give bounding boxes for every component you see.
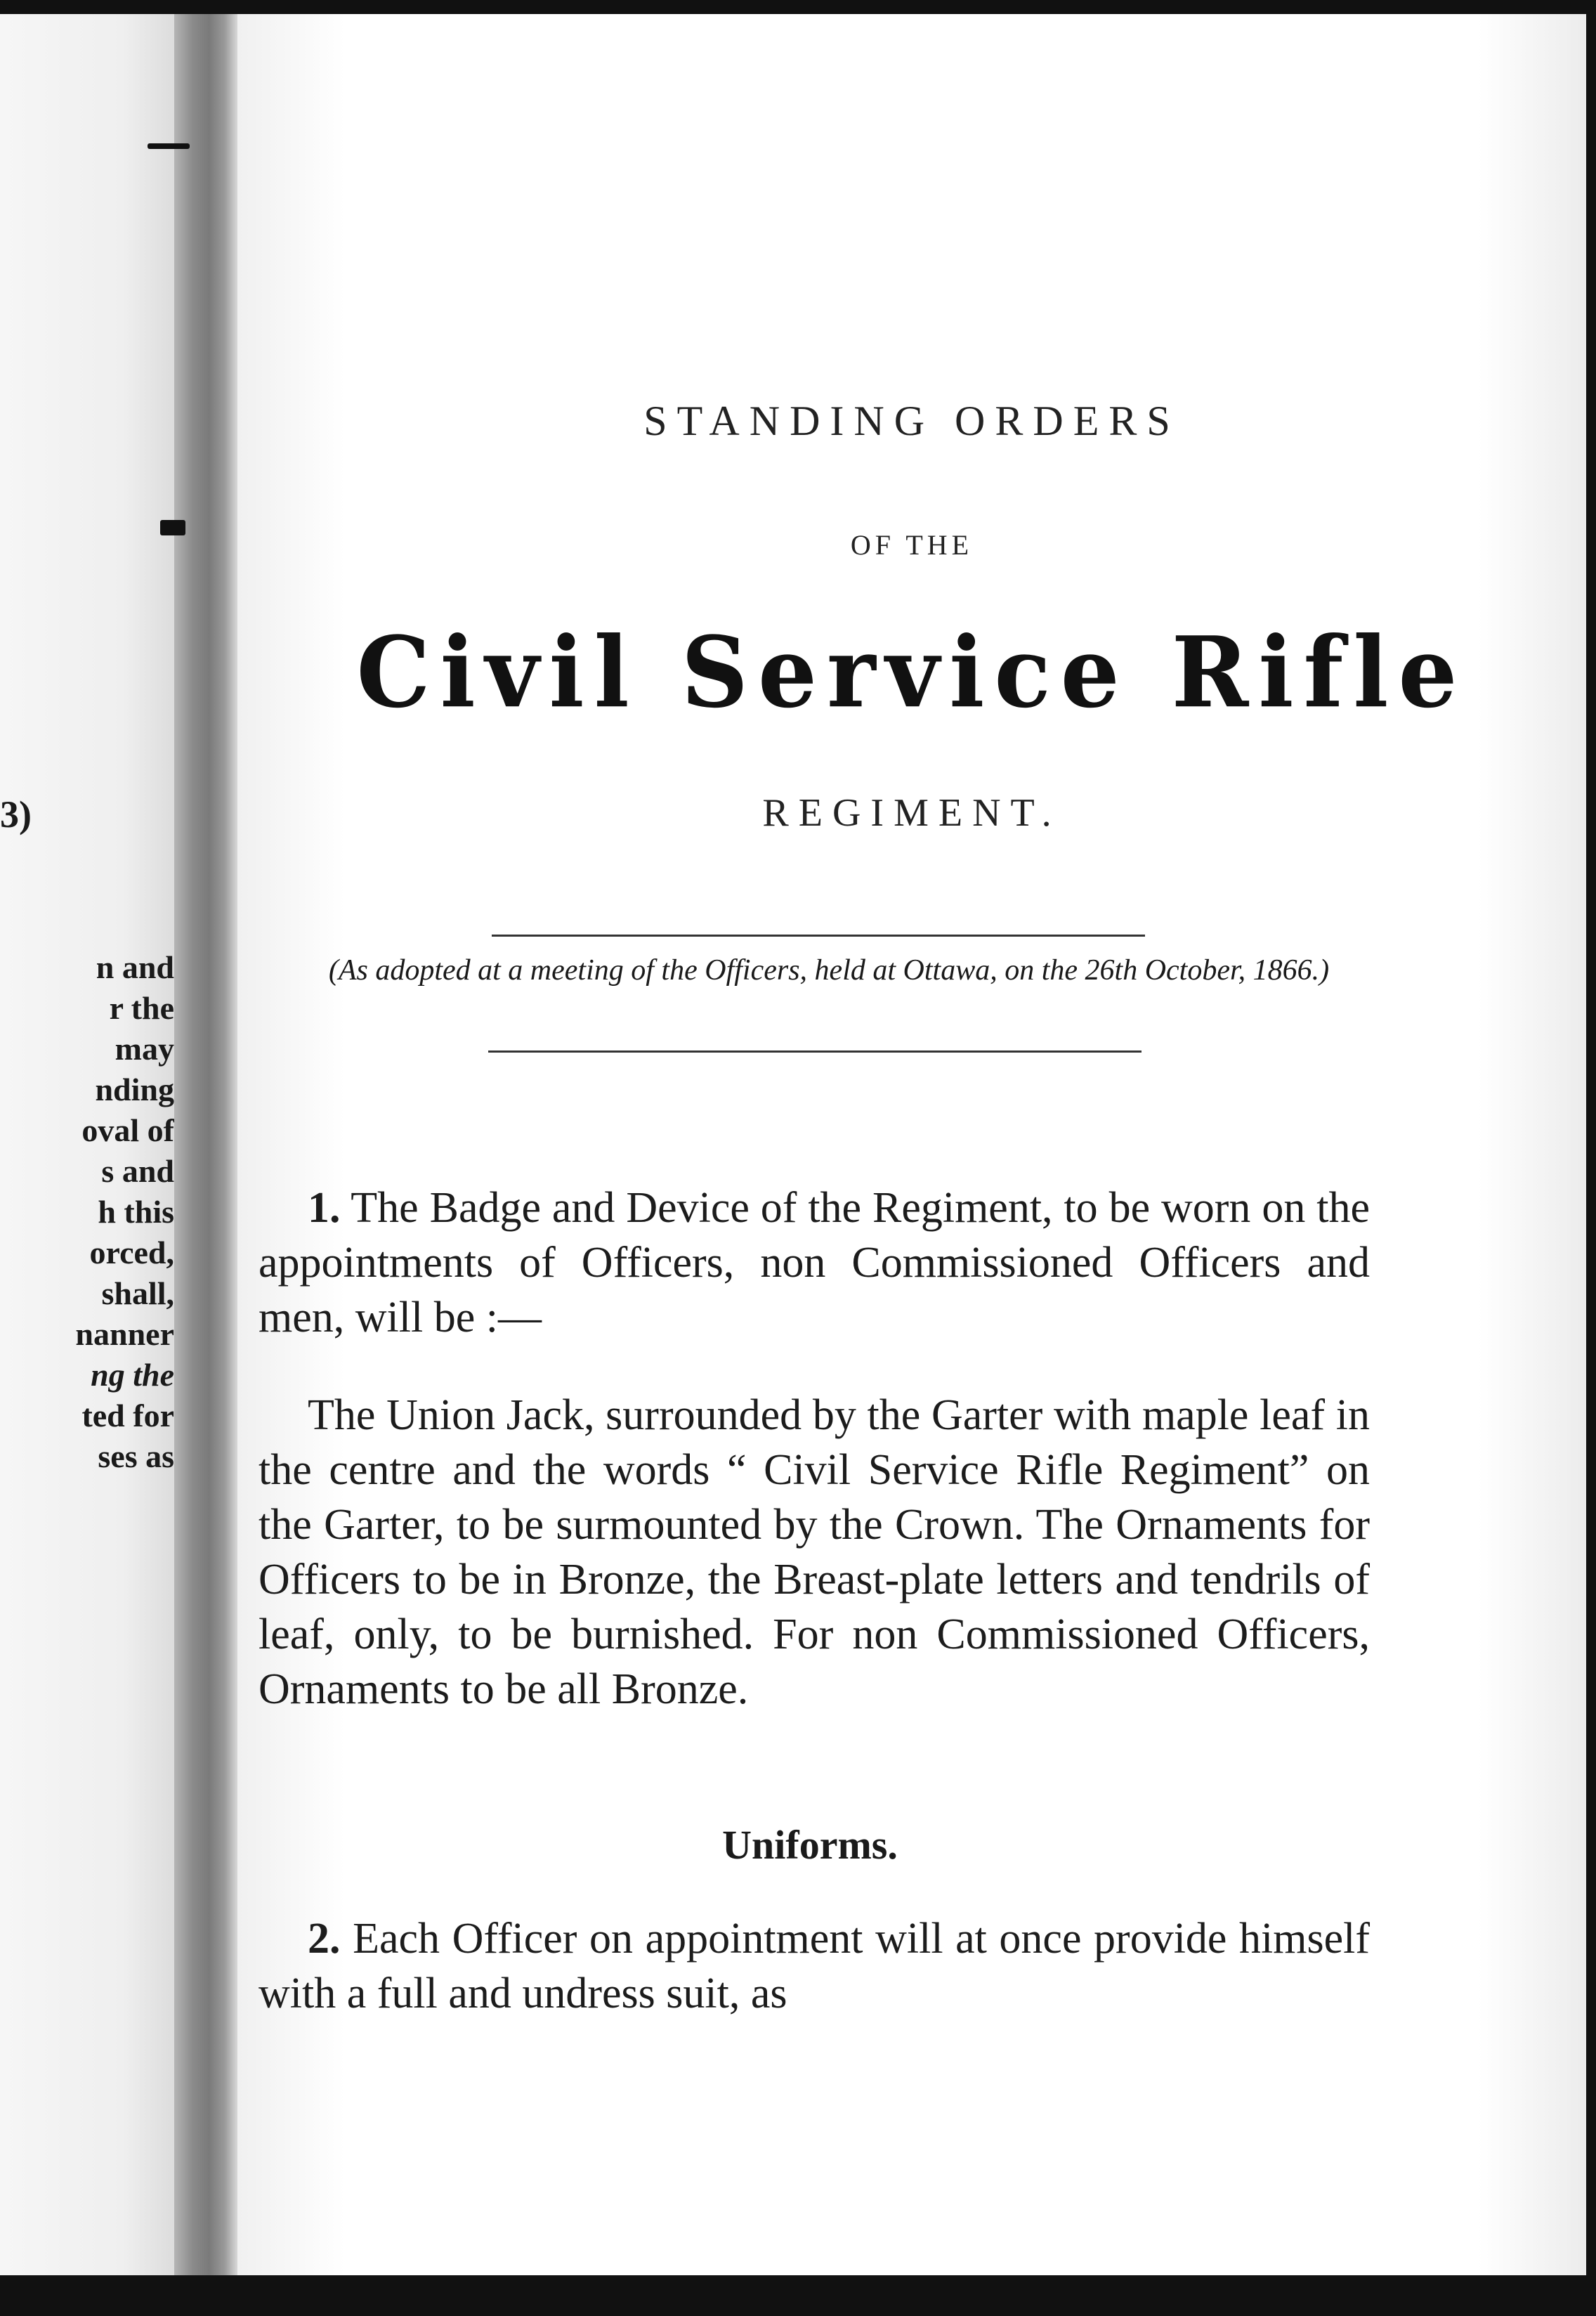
- scan-border-bottom: [0, 2275, 1596, 2316]
- left-page-line: r the: [109, 990, 174, 1026]
- left-page-number: 3): [0, 793, 32, 835]
- left-page-line: ses as: [98, 1438, 174, 1474]
- scan-border-right: [1586, 0, 1596, 2316]
- left-page-line: shall,: [101, 1275, 174, 1311]
- left-page-line: h this: [98, 1194, 174, 1230]
- scan-border-top: [0, 0, 1596, 14]
- subtitle: (As adopted at a meeting of the Officers, held at Ottawa, on the 26th October, 1866.): [328, 954, 1330, 987]
- paragraph-text: The Badge and Device of the Regiment, to be worn on the appointments of Officers, non Commissioned Officers and men, will be :—: [259, 1184, 1370, 1341]
- paragraph-number: 1.: [308, 1184, 341, 1232]
- left-page-line: n and: [96, 949, 174, 985]
- paragraph-badge-description: The Union Jack, surrounded by the Garter with maple leaf in the centre and the words “ Civil Service Rifle Regiment” on the Garter, to be surmounted by the Crown. The Ornaments for Officers to be in Bronze, the Breast-plate letters and tendrils of leaf, only, to be burnished. For non Commissioned Officers, Ornaments to be all Bronze.: [259, 1391, 1370, 1713]
- left-page-line: orced,: [89, 1235, 174, 1270]
- left-facing-page: [0, 14, 176, 2275]
- title-civil-service-rifle: Civil Service Rifle: [356, 616, 1467, 730]
- title-regiment: REGIMENT.: [762, 791, 1061, 835]
- left-page-line: oval of: [81, 1112, 174, 1148]
- divider-top: [492, 935, 1145, 937]
- left-page-line: may: [115, 1031, 174, 1067]
- paragraph-2: [259, 1911, 1370, 2021]
- left-page-line: ng the: [91, 1357, 174, 1393]
- paragraph-text: Each Officer on appointment will at once provide himself with a full and undress suit, as: [259, 1915, 1370, 2017]
- paragraph-number: 2.: [308, 1915, 341, 1963]
- book-gutter: [174, 14, 237, 2275]
- divider-bottom: [488, 1050, 1142, 1053]
- paragraph-1: [259, 1180, 1370, 1345]
- title-standing-orders: STANDING ORDERS: [643, 398, 1180, 444]
- ink-mark: [148, 143, 190, 149]
- left-page-line: nding: [95, 1072, 174, 1107]
- left-page-line: nanner: [75, 1316, 174, 1352]
- left-page-line: ted for: [81, 1398, 174, 1433]
- ink-mark: [160, 520, 185, 535]
- title-of-the: OF THE: [850, 529, 974, 561]
- left-page-line: s and: [101, 1153, 174, 1189]
- section-heading-uniforms: Uniforms.: [722, 1822, 898, 1868]
